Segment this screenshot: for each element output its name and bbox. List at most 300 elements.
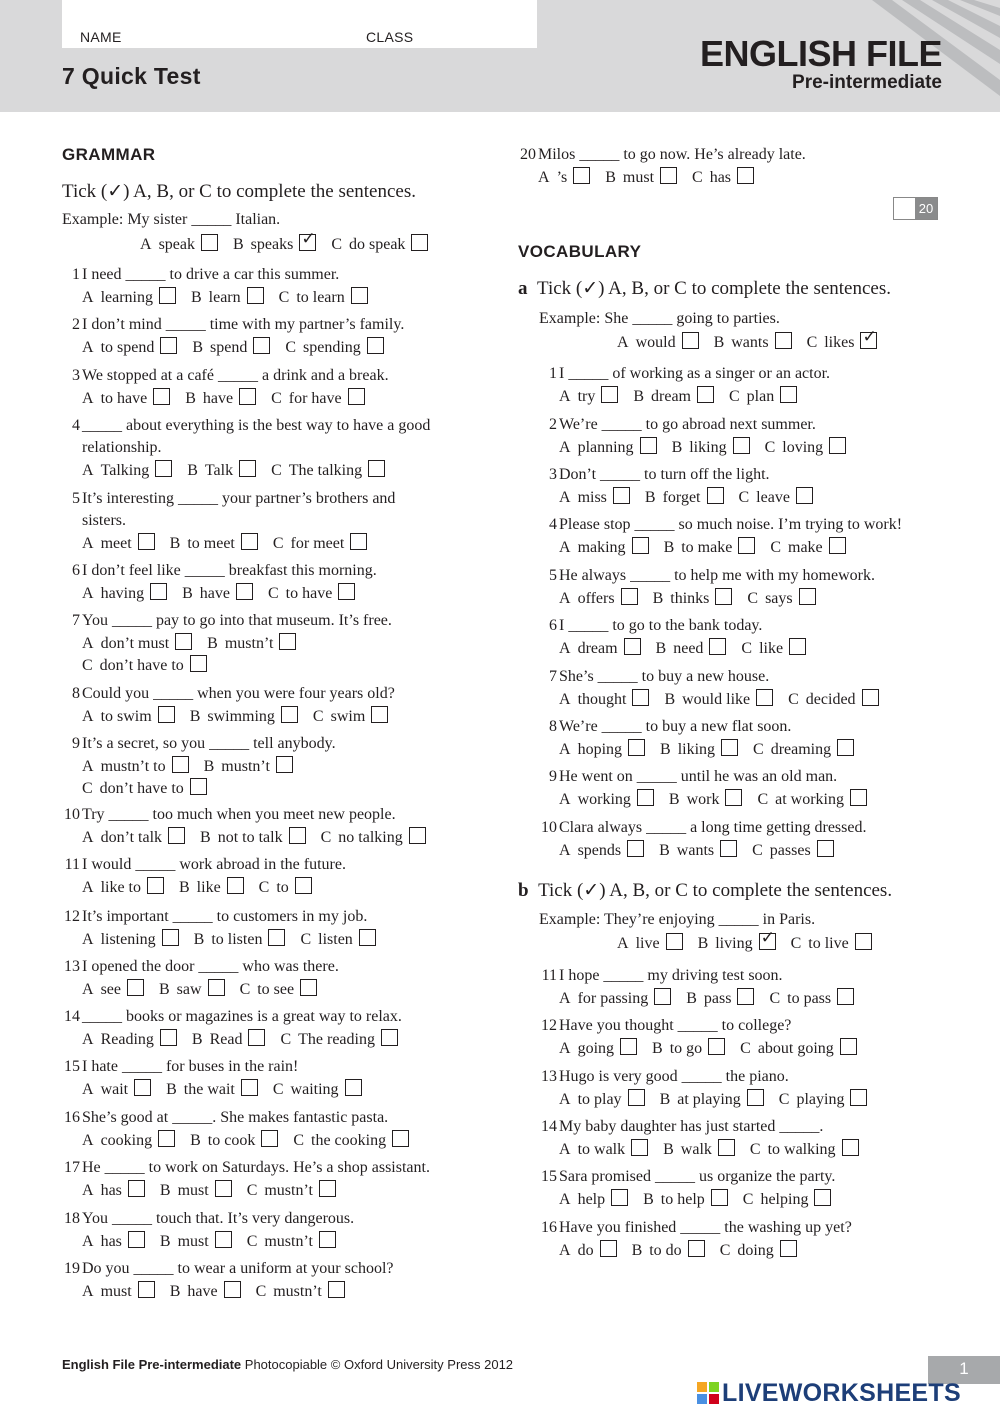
answer-checkbox[interactable] — [368, 460, 385, 477]
option-letter: A — [559, 1242, 571, 1259]
test-title: 7 Quick Test — [62, 63, 201, 89]
answer-checkbox[interactable] — [840, 1038, 857, 1055]
answer-option — [200, 827, 306, 848]
answer-option — [82, 756, 189, 777]
question-options — [82, 756, 308, 777]
question-number: 5 — [72, 490, 80, 507]
answer-checkbox[interactable] — [688, 1240, 705, 1257]
option-letter: A — [82, 339, 94, 356]
answer-checkbox[interactable] — [155, 460, 172, 477]
answer-option — [559, 1240, 617, 1261]
example-checkbox[interactable] — [682, 332, 699, 349]
answer-checkbox[interactable] — [780, 386, 797, 403]
option-text: like — [196, 879, 221, 896]
option-text: no talking — [338, 829, 403, 846]
answer-checkbox[interactable] — [601, 386, 618, 403]
answer-checkbox[interactable] — [276, 756, 293, 773]
option-text: swim — [330, 708, 366, 725]
option-letter: A — [559, 1191, 571, 1208]
answer-checkbox[interactable] — [640, 437, 657, 454]
option-letter: B — [179, 879, 190, 896]
question-options — [559, 1189, 846, 1210]
answer-checkbox[interactable] — [817, 840, 834, 857]
question-text: Clara always _____ a long time getting dressed. — [559, 819, 867, 836]
option-letter: A — [82, 1283, 94, 1300]
answer-checkbox[interactable] — [295, 877, 312, 894]
answer-checkbox[interactable] — [239, 460, 256, 477]
answer-checkbox[interactable] — [837, 988, 854, 1005]
question-options — [559, 840, 849, 861]
option-text: mustn’t to — [100, 758, 166, 775]
answer-checkbox[interactable] — [715, 588, 732, 605]
example-option — [617, 933, 683, 954]
vocabulary-a-instruction — [518, 277, 891, 300]
answer-checkbox[interactable] — [711, 1189, 728, 1206]
option-text: do speak — [349, 236, 406, 253]
option-letter: A — [559, 990, 571, 1007]
answer-checkbox[interactable] — [168, 827, 185, 844]
answer-option — [166, 1079, 258, 1100]
option-letter: A — [559, 691, 571, 708]
answer-checkbox[interactable] — [725, 789, 742, 806]
answer-checkbox[interactable] — [224, 1281, 241, 1298]
answer-checkbox[interactable] — [733, 437, 750, 454]
option-text: live — [635, 935, 660, 952]
option-letter: A — [82, 1233, 94, 1250]
answer-checkbox[interactable] — [631, 1139, 648, 1156]
option-letter: C — [719, 1242, 731, 1259]
answer-checkbox[interactable] — [147, 877, 164, 894]
option-text: pass — [703, 990, 732, 1007]
part-b-instruction-text: Tick (✓) A, B, or C to complete the sentences. — [538, 880, 893, 901]
option-text: must — [177, 1182, 209, 1199]
option-text: help — [577, 1191, 606, 1208]
answer-option — [82, 655, 207, 676]
answer-checkbox[interactable] — [708, 1038, 725, 1055]
question-text: Try _____ too much when you meet new people. — [82, 806, 396, 823]
option-letter: C — [757, 791, 769, 808]
answer-option — [82, 877, 164, 898]
option-text: don’t have to — [99, 780, 184, 797]
liveworksheets-logo-icon — [697, 1382, 719, 1404]
answer-checkbox[interactable] — [248, 1029, 265, 1046]
example-checkbox[interactable] — [855, 933, 872, 950]
answer-checkbox[interactable] — [190, 655, 207, 672]
answer-checkbox[interactable] — [697, 386, 714, 403]
option-letter: A — [82, 1132, 94, 1149]
answer-checkbox[interactable] — [862, 689, 879, 706]
grammar-instruction: Tick (✓) A, B, or C to complete the sentences. — [62, 181, 416, 202]
answer-checkbox[interactable] — [829, 437, 846, 454]
answer-option — [82, 287, 176, 308]
question-number: 7 — [72, 612, 80, 629]
option-letter: B — [191, 1031, 203, 1048]
option-text: try — [577, 388, 596, 405]
option-text: to meet — [187, 535, 235, 552]
answer-checkbox[interactable] — [620, 1038, 637, 1055]
option-text: speaks — [250, 236, 294, 253]
answer-checkbox[interactable] — [127, 979, 144, 996]
vocabulary-a-example: Example: She _____ going to parties. — [539, 310, 780, 327]
option-text: liking — [677, 741, 716, 758]
option-text: plan — [746, 388, 775, 405]
answer-checkbox[interactable] — [345, 1079, 362, 1096]
answer-checkbox[interactable] — [359, 929, 376, 946]
question-text: I don’t feel like _____ breakfast this morning. — [82, 562, 377, 579]
answer-option — [660, 1089, 764, 1110]
option-text: Reading — [100, 1031, 154, 1048]
option-letter: A — [559, 791, 571, 808]
option-letter: B — [169, 1283, 181, 1300]
answer-option — [645, 487, 724, 508]
option-letter: A — [140, 236, 152, 253]
answer-checkbox[interactable] — [392, 1130, 409, 1147]
vocabulary-b-instruction — [518, 879, 892, 902]
question-number: 15 — [541, 1168, 557, 1185]
answer-checkbox[interactable] — [215, 1180, 232, 1197]
question-number: 9 — [72, 735, 80, 752]
answer-checkbox[interactable] — [138, 533, 155, 550]
option-text: learn — [208, 289, 241, 306]
option-letter: C — [312, 708, 324, 725]
example-option — [791, 933, 872, 954]
answer-checkbox[interactable] — [241, 533, 258, 550]
example-checkbox[interactable] — [775, 332, 792, 349]
option-letter: A — [82, 879, 94, 896]
answer-checkbox[interactable] — [215, 1231, 232, 1248]
grammar-heading: GRAMMAR — [62, 145, 156, 164]
option-text: listening — [100, 931, 156, 948]
option-text: don’t have to — [99, 657, 184, 674]
answer-checkbox[interactable] — [281, 706, 298, 723]
option-letter: B — [643, 1191, 654, 1208]
answer-checkbox[interactable] — [796, 487, 813, 504]
option-letter: B — [697, 935, 709, 952]
option-text: leave — [756, 489, 790, 506]
question-text: It’s important _____ to customers in my job. — [82, 908, 368, 925]
answer-checkbox[interactable] — [632, 537, 649, 554]
answer-option — [191, 287, 264, 308]
answer-checkbox[interactable] — [319, 1231, 336, 1248]
liveworksheets-watermark — [697, 1379, 961, 1408]
question-text: My baby daughter has just started _____. — [559, 1118, 824, 1135]
answer-option — [82, 1180, 145, 1201]
option-letter: A — [82, 1182, 94, 1199]
answer-checkbox[interactable] — [660, 167, 677, 184]
answer-checkbox[interactable] — [190, 778, 207, 795]
question-number: 6 — [549, 617, 557, 634]
answer-option — [268, 583, 355, 604]
answer-checkbox[interactable] — [600, 1240, 617, 1257]
answer-checkbox[interactable] — [747, 1089, 764, 1106]
question-options — [82, 979, 332, 1000]
answer-checkbox[interactable] — [367, 337, 384, 354]
answer-checkbox[interactable] — [162, 929, 179, 946]
class-label: CLASS — [366, 29, 414, 45]
example-checkbox[interactable] — [299, 229, 316, 251]
answer-checkbox[interactable] — [738, 537, 755, 554]
question-text: You _____ touch that. It’s very dangerous. — [82, 1210, 355, 1227]
answer-checkbox[interactable] — [814, 1189, 831, 1206]
question-number: 4 — [549, 516, 557, 533]
answer-checkbox[interactable] — [160, 1029, 177, 1046]
answer-checkbox[interactable] — [247, 287, 264, 304]
option-text: Talking — [100, 462, 150, 479]
option-text: to spend — [100, 339, 155, 356]
option-text: do — [577, 1242, 594, 1259]
answer-checkbox[interactable] — [654, 988, 671, 1005]
answer-checkbox[interactable] — [150, 583, 167, 600]
answer-checkbox[interactable] — [718, 1139, 735, 1156]
answer-checkbox[interactable] — [289, 827, 306, 844]
option-text: Read — [209, 1031, 243, 1048]
answer-checkbox[interactable] — [261, 1130, 278, 1147]
answer-checkbox[interactable] — [573, 167, 590, 184]
option-text: decided — [805, 691, 856, 708]
answer-checkbox[interactable] — [850, 1089, 867, 1106]
answer-checkbox[interactable] — [829, 537, 846, 554]
option-text: helping — [760, 1191, 809, 1208]
answer-checkbox[interactable] — [709, 638, 726, 655]
answer-checkbox[interactable] — [624, 638, 641, 655]
option-text: wait — [100, 1081, 129, 1098]
option-text: to walking — [767, 1141, 836, 1158]
answer-checkbox[interactable] — [611, 1189, 628, 1206]
answer-checkbox[interactable] — [241, 1079, 258, 1096]
option-letter: C — [246, 1182, 258, 1199]
example-checkbox[interactable] — [860, 327, 877, 349]
answer-checkbox[interactable] — [208, 979, 225, 996]
question-number: 14 — [64, 1008, 80, 1025]
answer-option — [559, 789, 654, 810]
answer-checkbox[interactable] — [628, 1089, 645, 1106]
answer-checkbox[interactable] — [328, 1281, 345, 1298]
example-option — [697, 928, 776, 954]
option-letter: C — [267, 585, 279, 602]
answer-checkbox[interactable] — [227, 877, 244, 894]
example-option — [806, 327, 878, 353]
option-letter: B — [671, 439, 683, 456]
question-number: 10 — [541, 819, 557, 836]
answer-option — [194, 929, 286, 950]
answer-checkbox[interactable] — [279, 633, 296, 650]
answer-option — [559, 988, 671, 1009]
answer-option — [300, 929, 375, 950]
example-checkbox[interactable] — [201, 234, 218, 251]
question-text: _____ about everything is the best way to have a good — [82, 417, 431, 434]
option-letter: C — [258, 879, 270, 896]
answer-checkbox[interactable] — [350, 533, 367, 550]
question-options — [82, 533, 382, 554]
answer-option — [663, 1139, 735, 1160]
option-letter: B — [644, 489, 656, 506]
question-number: 4 — [72, 417, 80, 434]
answer-checkbox[interactable] — [409, 827, 426, 844]
option-text: cooking — [100, 1132, 153, 1149]
answer-option — [182, 583, 253, 604]
answer-checkbox[interactable] — [236, 583, 253, 600]
answer-checkbox[interactable] — [837, 739, 854, 756]
option-letter: B — [659, 842, 670, 859]
answer-option — [82, 929, 179, 950]
answer-checkbox[interactable] — [134, 1079, 151, 1096]
option-text: Talk — [204, 462, 234, 479]
option-letter: C — [806, 334, 818, 351]
option-text: to swim — [100, 708, 152, 725]
option-letter: B — [652, 1040, 663, 1057]
option-text: must — [100, 1283, 132, 1300]
answer-checkbox[interactable] — [158, 1130, 175, 1147]
question-number: 12 — [64, 908, 80, 925]
answer-option — [190, 1130, 278, 1151]
question-text: Hugo is very good _____ the piano. — [559, 1068, 789, 1085]
answer-option — [313, 706, 388, 727]
answer-checkbox[interactable] — [799, 588, 816, 605]
answer-checkbox[interactable] — [789, 638, 806, 655]
option-text: dream — [577, 640, 618, 657]
answer-checkbox[interactable] — [842, 1139, 859, 1156]
answer-option — [686, 988, 754, 1009]
answer-option — [720, 1240, 797, 1261]
option-letter: C — [272, 1081, 284, 1098]
answer-checkbox[interactable] — [707, 487, 724, 504]
option-text: learning — [100, 289, 153, 306]
answer-checkbox[interactable] — [128, 1180, 145, 1197]
answer-checkbox[interactable] — [737, 167, 754, 184]
answer-checkbox[interactable] — [627, 840, 644, 857]
answer-checkbox[interactable] — [319, 1180, 336, 1197]
answer-checkbox[interactable] — [351, 287, 368, 304]
answer-checkbox[interactable] — [138, 1281, 155, 1298]
answer-option — [769, 988, 854, 1009]
answer-checkbox[interactable] — [737, 988, 754, 1005]
answer-option — [82, 1079, 151, 1100]
option-letter: B — [159, 981, 170, 998]
question-number: 12 — [541, 1017, 557, 1034]
option-text: to have — [285, 585, 333, 602]
option-text: to help — [660, 1191, 705, 1208]
option-text: living — [715, 935, 753, 952]
option-letter: B — [166, 1081, 177, 1098]
answer-option — [187, 460, 256, 481]
answer-checkbox[interactable] — [253, 337, 270, 354]
answer-option — [653, 588, 733, 609]
question-options — [559, 988, 869, 1009]
option-text: about going — [757, 1040, 834, 1057]
tick-icon: ✓ — [301, 229, 316, 248]
question-options — [559, 1038, 872, 1059]
option-letter: B — [189, 708, 201, 725]
grammar-score-box[interactable] — [893, 197, 938, 220]
answer-checkbox[interactable] — [628, 739, 645, 756]
answer-option — [82, 583, 167, 604]
answer-checkbox[interactable] — [756, 689, 773, 706]
question-text: Milos _____ to go now. He’s already late. — [538, 146, 806, 163]
question-number: 9 — [549, 768, 557, 785]
answer-checkbox[interactable] — [720, 840, 737, 857]
answer-checkbox[interactable] — [632, 689, 649, 706]
option-text: would like — [682, 691, 751, 708]
option-text: doing — [737, 1242, 774, 1259]
answer-option — [82, 460, 172, 481]
answer-checkbox[interactable] — [175, 633, 192, 650]
answer-checkbox[interactable] — [158, 706, 175, 723]
answer-option — [652, 1038, 725, 1059]
option-letter: C — [331, 236, 342, 253]
answer-option — [192, 1029, 266, 1050]
answer-checkbox[interactable] — [128, 1231, 145, 1248]
answer-checkbox[interactable] — [348, 388, 365, 405]
question-options — [559, 789, 882, 810]
option-letter: C — [738, 489, 750, 506]
answer-option — [559, 1038, 637, 1059]
option-text: at playing — [677, 1091, 741, 1108]
answer-checkbox[interactable] — [850, 789, 867, 806]
question-options — [82, 1079, 377, 1100]
question-options — [559, 537, 861, 558]
answer-checkbox[interactable] — [239, 388, 256, 405]
vocabulary-b-example: Example: They’re enjoying _____ in Paris. — [539, 911, 816, 928]
option-letter: C — [239, 981, 251, 998]
answer-checkbox[interactable] — [153, 388, 170, 405]
answer-checkbox[interactable] — [172, 756, 189, 773]
question-text: We stopped at a café _____ a drink and a break. — [82, 367, 389, 384]
answer-checkbox[interactable] — [338, 583, 355, 600]
answer-checkbox[interactable] — [268, 929, 285, 946]
option-letter: C — [769, 990, 781, 1007]
question-text: I need _____ to drive a car this summer. — [82, 266, 340, 283]
answer-checkbox[interactable] — [621, 588, 638, 605]
question-options — [559, 437, 861, 458]
option-letter: C — [280, 1031, 292, 1048]
answer-checkbox[interactable] — [160, 337, 177, 354]
answer-option — [160, 1231, 232, 1252]
name-label: NAME — [80, 29, 122, 45]
option-letter: B — [159, 1182, 171, 1199]
answer-option — [740, 1038, 857, 1059]
footer-copyright — [62, 1357, 513, 1372]
question-text: I opened the door _____ who was there. — [82, 958, 339, 975]
answer-option — [170, 533, 258, 554]
answer-checkbox[interactable] — [371, 706, 388, 723]
option-letter: A — [82, 829, 94, 846]
question-text: I hope _____ my driving test soon. — [559, 967, 783, 984]
option-text: the cooking — [311, 1132, 387, 1149]
question-options — [559, 1240, 812, 1261]
option-letter: A — [559, 539, 571, 556]
answer-option — [82, 778, 207, 799]
example-option — [714, 332, 792, 353]
example-checkbox[interactable] — [666, 933, 683, 950]
answer-checkbox[interactable] — [721, 739, 738, 756]
example-checkbox[interactable] — [759, 928, 776, 950]
example-checkbox[interactable] — [411, 234, 428, 251]
question-options — [82, 388, 380, 409]
option-text: wants — [731, 334, 769, 351]
answer-checkbox[interactable] — [159, 287, 176, 304]
answer-option — [739, 487, 813, 508]
answer-checkbox[interactable] — [300, 979, 317, 996]
answer-checkbox[interactable] — [637, 789, 654, 806]
answer-option — [179, 877, 244, 898]
option-letter: A — [82, 1031, 94, 1048]
option-letter: A — [559, 1040, 571, 1057]
answer-checkbox[interactable] — [780, 1240, 797, 1257]
answer-checkbox[interactable] — [381, 1029, 398, 1046]
answer-option — [729, 386, 797, 407]
answer-checkbox[interactable] — [613, 487, 630, 504]
watermark-text: LIVEWORKSHEETS — [722, 1379, 961, 1407]
